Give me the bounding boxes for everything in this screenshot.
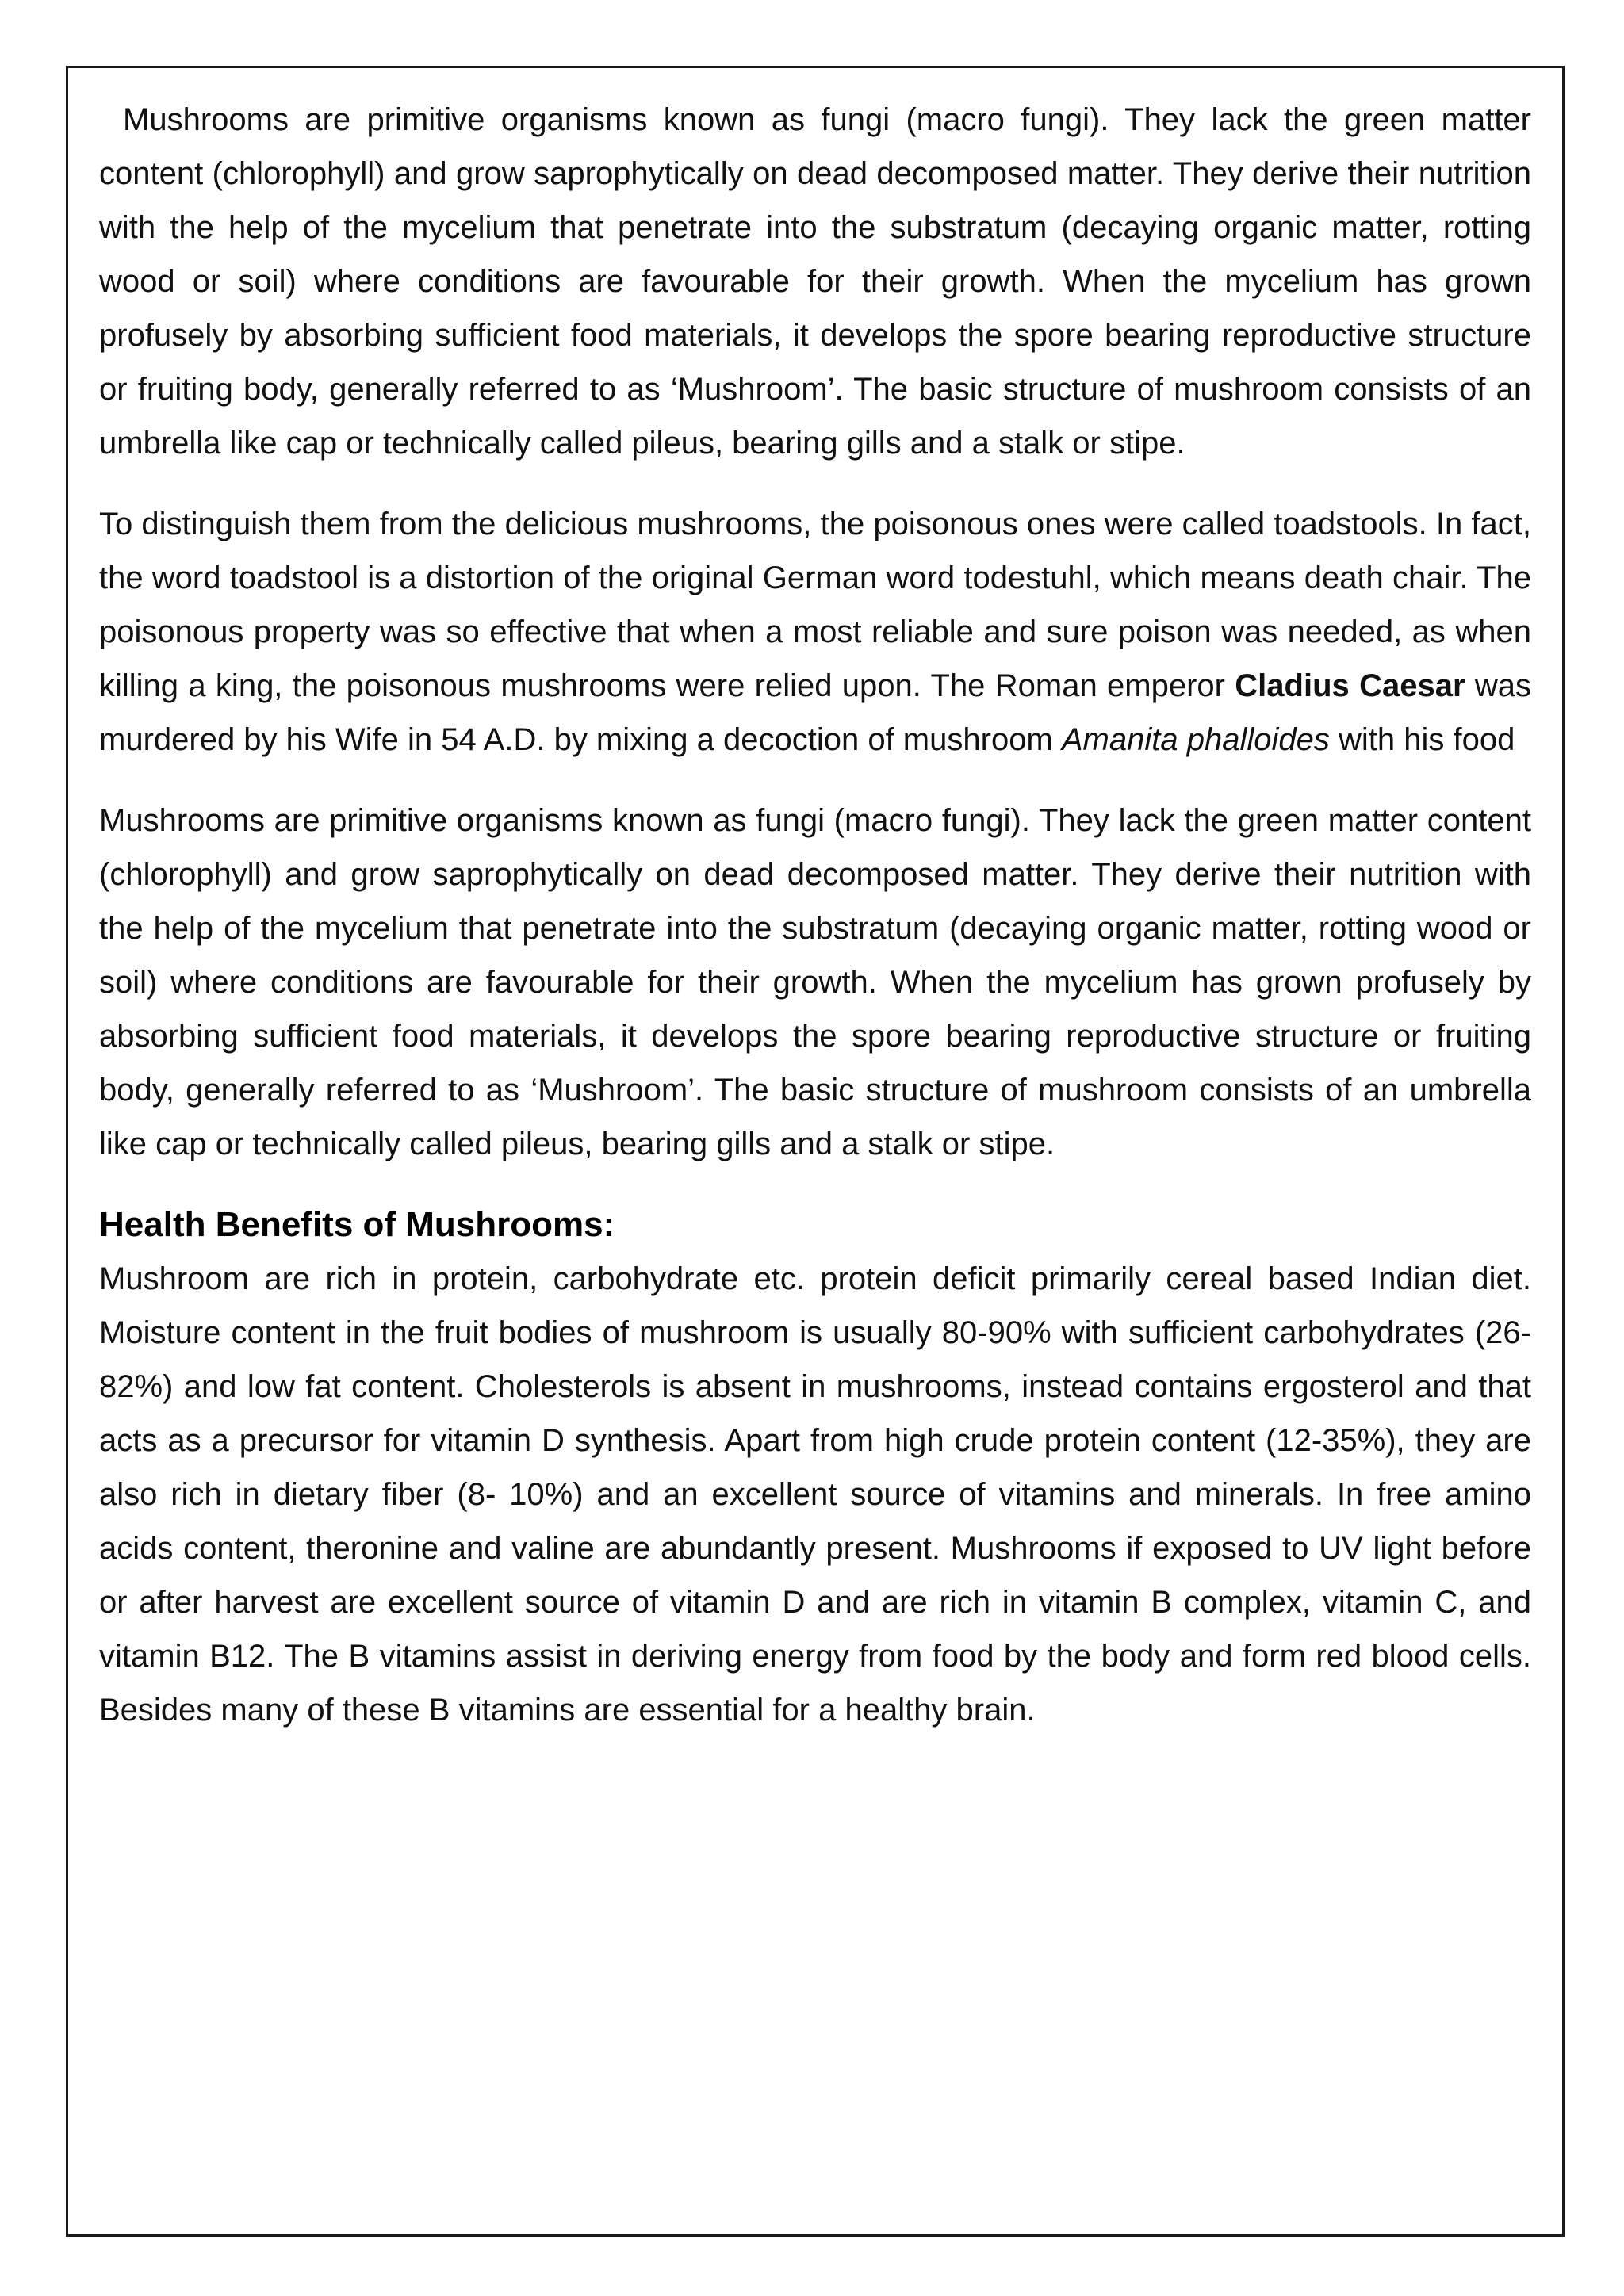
document-body	[99, 93, 1531, 1764]
toadstools-text-start: To distinguish them from the delicious mushrooms, the poisonous ones were called toadstools. In fact, the word toadstool is a distortion of the original German word todestuhl, which means death chair. The poisonous property was so effective that when a most reliable and sure poison was needed, as when killing a king, the poisonous mushrooms were relied upon. The Roman emperor	[99, 507, 1531, 703]
paragraph-mushroom-intro: Mushrooms are primitive organisms known as fungi (macro fungi). They lack the green matter content (chlorophyll) and grow saprophytically on dead decomposed matter. They derive their nutrition with the help of the mycelium that penetrate into the substratum (decaying organic matter, rotting wood or soil) where conditions are favourable for their growth. When the mycelium has grown profusely by absorbing sufficient food materials, it develops the spore bearing reproductive structure or fruiting body, generally referred to as ‘Mushroom’. The basic structure of mushroom consists of an umbrella like cap or technically called pileus, bearing gills and a stalk or stipe.	[99, 102, 1531, 461]
emperor-name: Cladius Caesar	[1235, 668, 1465, 703]
toadstools-text-middle: was murdered by his Wife in 54 A.D. by mixing a decoction of mushroom	[99, 668, 1531, 757]
heading-health-benefits: Health Benefits of Mushrooms:	[99, 1205, 615, 1244]
paragraph-mushroom-intro-repeat: Mushrooms are primitive organisms known as fungi (macro fungi). They lack the green matter content (chlorophyll) and grow saprophytically on dead decomposed matter. They derive their nutrition with the help of the mycelium that penetrate into the substratum (decaying organic matter, rotting wood or soil) where conditions are favourable for their growth. When the mycelium has grown profusely by absorbing sufficient food materials, it develops the spore bearing reproductive structure or fruiting body, generally referred to as ‘Mushroom’. The basic structure of mushroom consists of an umbrella like cap or technically called pileus, bearing gills and a stalk or stipe.	[99, 803, 1531, 1161]
species-name: Amanita phalloides	[1061, 722, 1330, 757]
paragraph-toadstools	[99, 497, 1531, 767]
toadstools-text-end: with his food	[1329, 722, 1515, 757]
paragraph-health-benefits: Mushroom are rich in protein, carbohydrate etc. protein deficit primarily cereal based Indian diet. Moisture content in the fruit bodies of mushroom is usually 80-90% with sufficient carbohydrates (26-82%) and low fat content. Cholesterols is absent in mushrooms, instead contains ergosterol and that acts as a precursor for vitamin D synthesis. Apart from high crude protein content (12-35%), they are also rich in dietary fiber (8- 10%) and an excellent source of vitamins and minerals. In free amino acids content, theronine and valine are abundantly present. Mushrooms if exposed to UV light before or after harvest are excellent source of vitamin D and are rich in vitamin B complex, vitamin C, and vitamin B12. The B vitamins assist in deriving energy from food by the body and form red blood cells. Besides many of these B vitamins are essential for a healthy brain.	[99, 1261, 1531, 1728]
